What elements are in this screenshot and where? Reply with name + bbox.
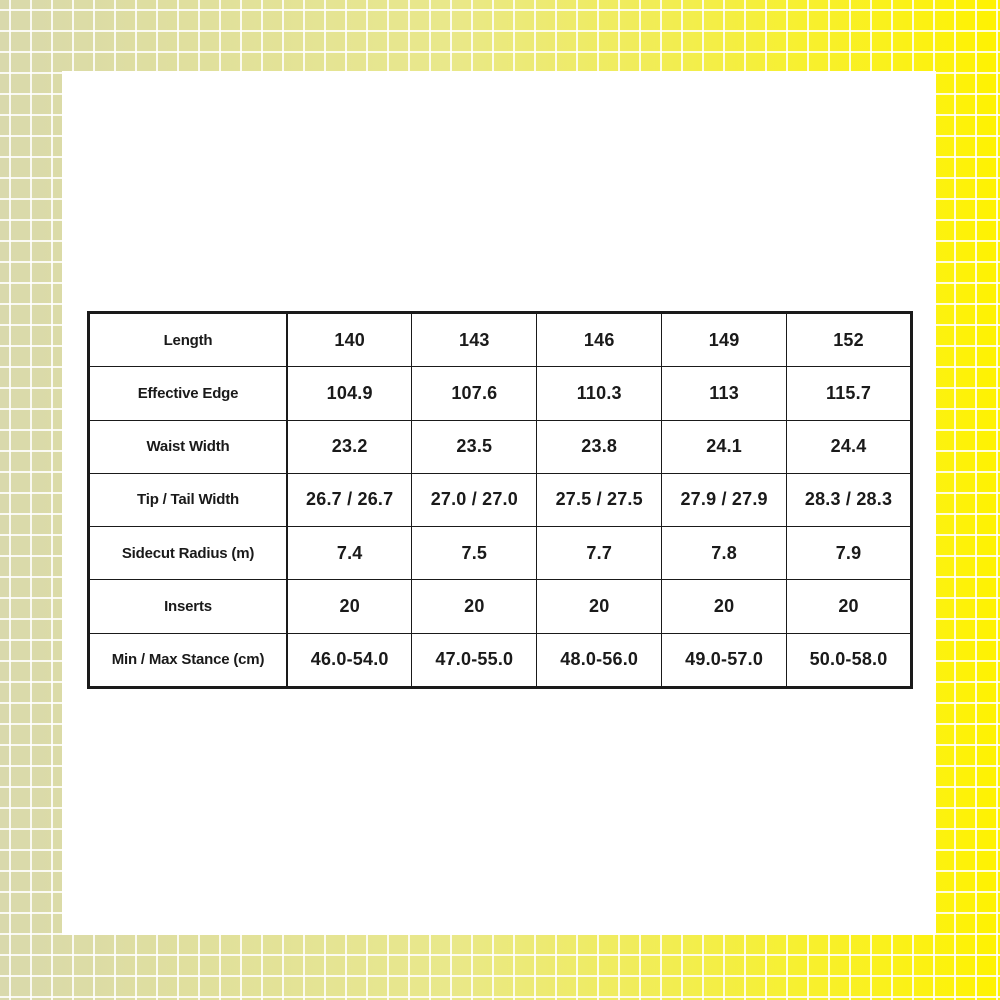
table-cell: 143 (412, 313, 537, 367)
table-cell: 23.8 (537, 420, 662, 473)
table-cell: 47.0-55.0 (412, 633, 537, 687)
row-label: Tip / Tail Width (89, 473, 288, 526)
table-row-inserts (89, 580, 912, 633)
row-label: Sidecut Radius (m) (89, 527, 288, 580)
table-cell: 104.9 (287, 367, 412, 420)
table-cell: 20 (662, 580, 787, 633)
table-row-waist-width (89, 420, 912, 473)
size-spec-table (87, 311, 913, 689)
table-cell: 23.2 (287, 420, 412, 473)
table-cell: 46.0-54.0 (287, 633, 412, 687)
table-cell: 149 (662, 313, 787, 367)
table-cell: 107.6 (412, 367, 537, 420)
row-label: Min / Max Stance (cm) (89, 633, 288, 687)
table-cell: 7.8 (662, 527, 787, 580)
table-cell: 23.5 (412, 420, 537, 473)
table-cell: 24.1 (662, 420, 787, 473)
table-cell: 20 (787, 580, 912, 633)
table-row-stance (89, 633, 912, 687)
table-row-tip-tail-width (89, 473, 912, 526)
table-cell: 20 (287, 580, 412, 633)
table-row-length (89, 313, 912, 367)
table-cell: 26.7 / 26.7 (287, 473, 412, 526)
table-cell: 146 (537, 313, 662, 367)
row-label: Length (89, 313, 288, 367)
table-cell: 20 (412, 580, 537, 633)
table-cell: 27.9 / 27.9 (662, 473, 787, 526)
table-cell: 50.0-58.0 (787, 633, 912, 687)
table-cell: 20 (537, 580, 662, 633)
table-cell: 140 (287, 313, 412, 367)
table-cell: 7.9 (787, 527, 912, 580)
table-cell: 113 (662, 367, 787, 420)
table-cell: 49.0-57.0 (662, 633, 787, 687)
table-cell: 24.4 (787, 420, 912, 473)
table-cell: 110.3 (537, 367, 662, 420)
row-label: Effective Edge (89, 367, 288, 420)
table-cell: 7.5 (412, 527, 537, 580)
table-cell: 27.5 / 27.5 (537, 473, 662, 526)
table-cell: 27.0 / 27.0 (412, 473, 537, 526)
table-cell: 152 (787, 313, 912, 367)
table-cell: 7.4 (287, 527, 412, 580)
row-label: Waist Width (89, 420, 288, 473)
row-label: Inserts (89, 580, 288, 633)
table-row-effective-edge (89, 367, 912, 420)
table-cell: 7.7 (537, 527, 662, 580)
table-cell: 115.7 (787, 367, 912, 420)
table-cell: 48.0-56.0 (537, 633, 662, 687)
table-cell: 28.3 / 28.3 (787, 473, 912, 526)
table-row-sidecut-radius (89, 527, 912, 580)
